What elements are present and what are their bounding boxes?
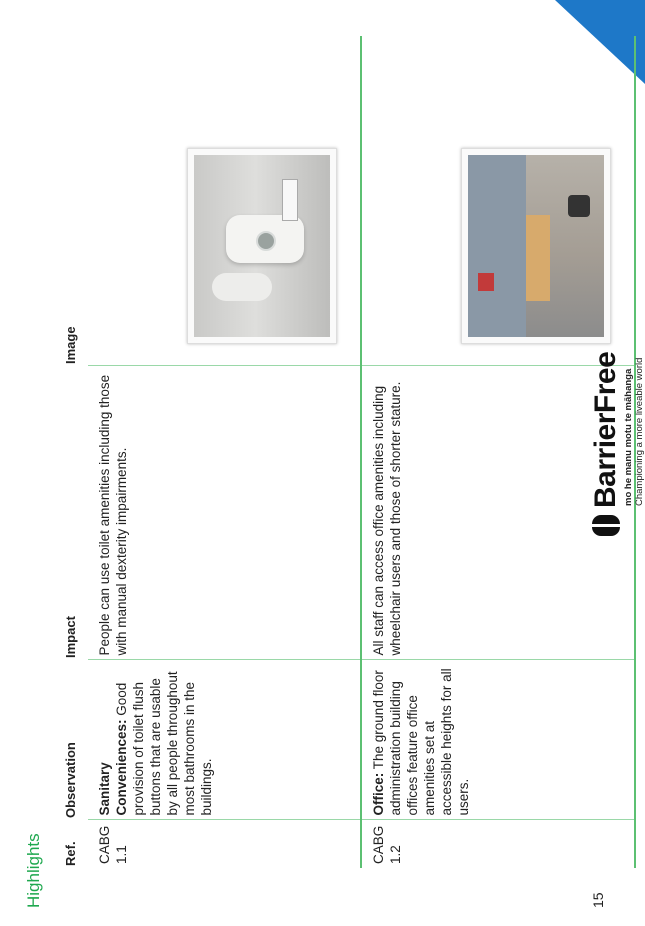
- wall-sign-shape: [282, 180, 298, 222]
- cistern-shape: [226, 216, 304, 264]
- col-header-image: Image: [62, 326, 78, 364]
- col-header-ref: Ref.: [62, 841, 78, 866]
- observation-heading: Sanitary Conveniences:: [97, 719, 129, 816]
- flush-button-shape: [256, 232, 276, 252]
- toilet-seat-shape: [212, 274, 272, 302]
- table-header-row: [52, 36, 88, 868]
- logo-name: BarrierFree: [589, 351, 622, 508]
- observation-text: The ground floor administration building offices feature office amenities set at accessible heights for all users.: [371, 668, 471, 816]
- ref-cell: CABG 1.1: [88, 820, 361, 868]
- toilet-cistern-photo: [187, 149, 337, 345]
- office-chair-shape: [568, 196, 590, 218]
- observation-cell: [361, 660, 635, 820]
- impact-cell: All staff can access office amenities including wheelchair users and those of shorter stature.: [361, 366, 635, 660]
- col-header-impact: Impact: [62, 616, 78, 658]
- impact-cell: People can use toilet amenities including those with manual dexterity impairments.: [88, 366, 361, 660]
- red-sign-shape: [478, 274, 494, 292]
- highlights-table: [52, 36, 636, 868]
- office-wall-shape: [468, 156, 526, 338]
- logo-tagline-maori: mo he manu motu te māhanga: [623, 368, 634, 506]
- barrierfree-logo: [589, 266, 645, 536]
- page-title: Highlights: [24, 833, 43, 908]
- observation-heading: Office:: [371, 772, 386, 816]
- col-header-observation: Observation: [62, 742, 78, 818]
- counter-shape: [526, 216, 550, 302]
- table-row: [88, 36, 361, 868]
- ref-cell: CABG 1.2: [361, 820, 635, 868]
- logo-mark-icon: [592, 514, 620, 536]
- image-cell: [88, 36, 361, 366]
- observation-cell: [88, 660, 361, 820]
- logo-tagline-english: Championing a more liveable world: [634, 357, 645, 506]
- page-number: 15: [590, 892, 606, 908]
- observation-text: Good provision of toilet flush buttons that are usable by all people throughout most bathrooms in the buildings.: [114, 671, 214, 816]
